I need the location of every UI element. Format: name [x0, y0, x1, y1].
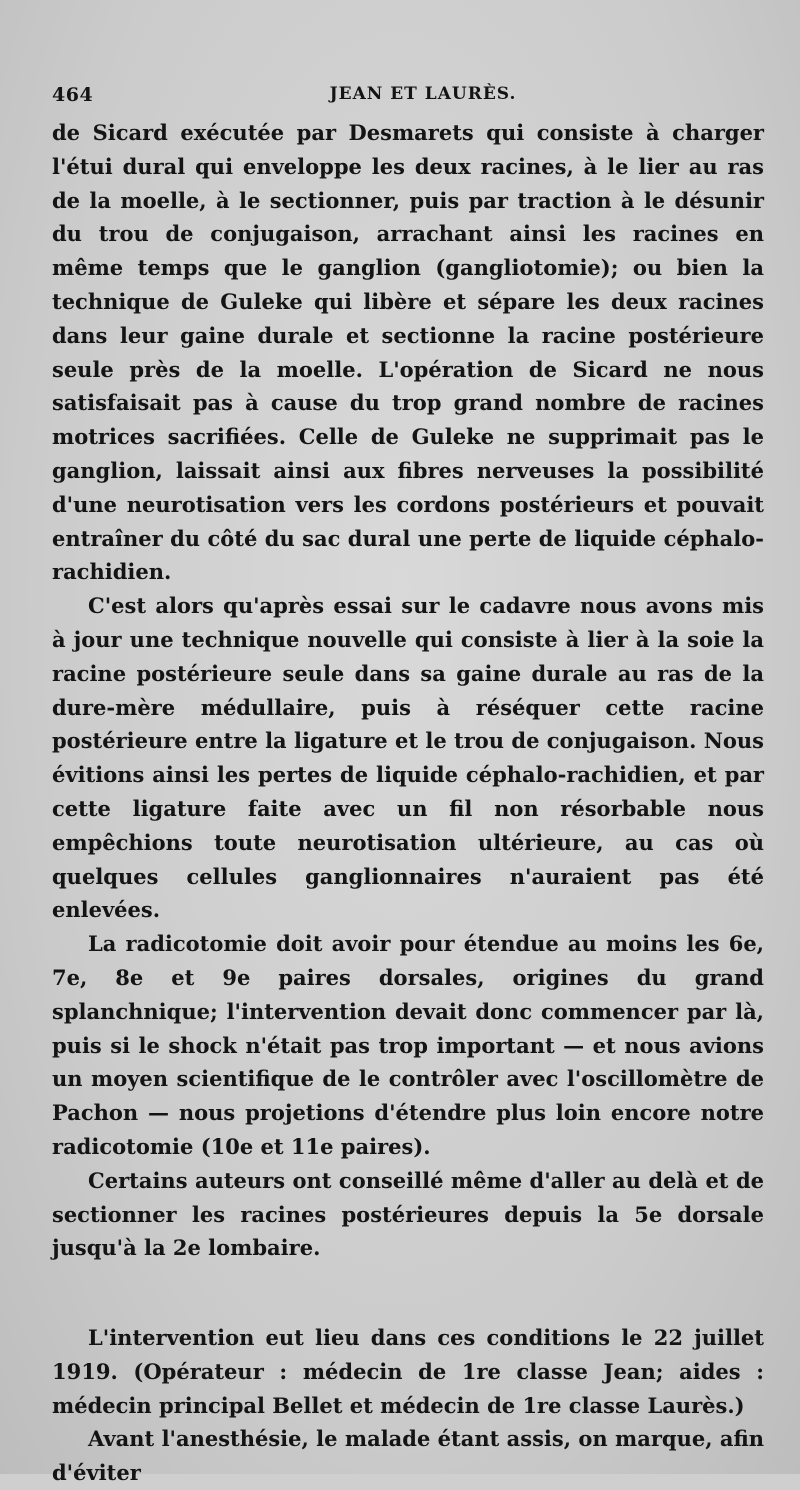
- paragraph-sicard-guleke: de Sicard exécutée par Desmarets qui consiste à charger l'étui dural qui enveloppe les deux racines, à le lier au ras de la moelle, à le sectionner, puis par traction à le désunir du trou de conjugaison, arrachant ainsi les racines en même temps que le ganglion (gangliotomie); ou bien la technique de Guleke qui libère et sépare les deux racines dans leur gaine durale et sectionne la racine postérieure seule près de la moelle. L'opération de Sicard ne nous satisfaisait pas à cause du trop grand nombre de racines motrices sacrifiées. Celle de Guleke ne supprimait pas le ganglion, laissait ainsi aux fibres nerveuses la possibilité d'une neurotisation vers les cordons postérieurs et pouvait entraîner du côté du sac dural une perte de liquide céphalo-rachidien.: [52, 120, 764, 585]
- paragraph-other-authors: Certains auteurs ont conseillé même d'aller au delà et de sectionner les racines postérieures depuis la 5e dorsale jusqu'à la 2e lombaire.: [52, 1167, 764, 1261]
- running-title: JEAN ET LAURÈS.: [329, 84, 517, 104]
- running-head: [52, 84, 764, 110]
- section-gap: [52, 1265, 764, 1321]
- paragraph-intervention: L'intervention eut lieu dans ces conditions le 22 juillet 1919. (Opérateur : médecin de 1re classe Jean; aides : médecin principal Bellet et médecin de 1re classe Laurès.): [52, 1325, 764, 1418]
- body-text: [52, 116, 764, 1490]
- paragraph-radicotomy-extent: La radicotomie doit avoir pour étendue au moins les 6e, 7e, 8e et 9e paires dorsales, origines du grand splanchnique; l'intervention devait donc commencer par là, puis si le shock n'était pas trop important — et nous avions un moyen scientifique de le contrôler avec l'oscillomètre de Pachon — nous projetions d'étendre plus loin encore notre radicotomie (10e et 11e paires).: [52, 931, 764, 1159]
- paragraph-anesthesia: Avant l'anesthésie, le malade étant assis, on marque, afin d'éviter: [52, 1426, 764, 1486]
- page-number: 464: [52, 84, 94, 106]
- paragraph-new-technique: C'est alors qu'après essai sur le cadavre nous avons mis à jour une technique nouvelle qui consiste à lier à la soie la racine postérieure seule dans sa gaine durale au ras de la dure-mère médullaire, puis à réséquer cette racine postérieure entre la ligature et le trou de conjugaison. Nous évitions ainsi les pertes de liquide céphalo-rachidien, et par cette ligature faite avec un fil non résorbable nous empêchions toute neurotisation ultérieure, au cas où quelques cellules ganglionnaires n'auraient pas été enlevées.: [52, 593, 764, 923]
